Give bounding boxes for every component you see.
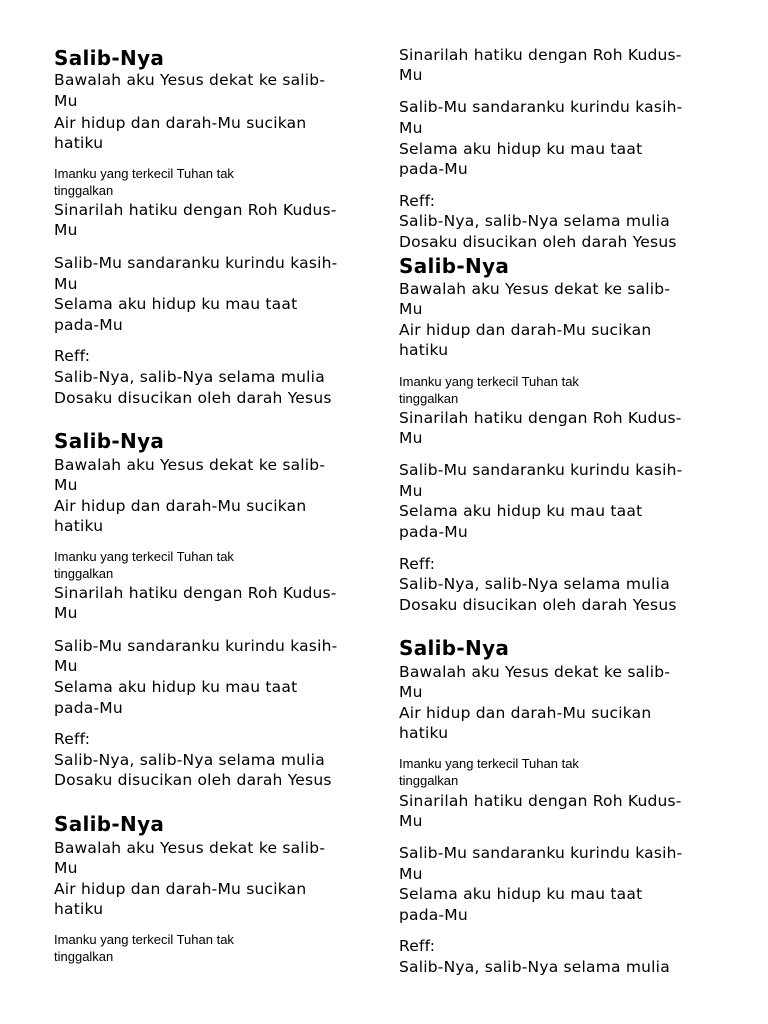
lyric-small-line: Imanku yang terkecil Tuhan tak [54,932,234,947]
lyric-line: Mu [399,812,423,830]
lyric-line: Mu [399,683,423,701]
lyric-line: Mu [54,859,78,877]
lyric-line: Sinarilah hatiku dengan Roh Kudus- [54,201,337,219]
lyric-small-line: Imanku yang terkecil Tuhan tak [54,166,234,181]
lyric-line: Mu [399,429,423,447]
lyric-small-line: Imanku yang terkecil Tuhan tak [399,756,579,771]
lyric-line: hatiku [399,341,449,359]
reff-line: Salib-Nya, salib-Nya selama mulia [399,958,670,976]
lyric-small-line: tinggalkan [399,391,459,406]
reff-line: Salib-Nya, salib-Nya selama mulia [399,212,670,230]
lyric-line: pada-Mu [54,316,123,334]
lyric-line: Bawalah aku Yesus dekat ke salib- [54,71,326,89]
reff-line: Salib-Nya, salib-Nya selama mulia [54,751,325,769]
lyric-line: Mu [54,275,78,293]
lyric-line: Selama aku hidup ku mau taat [399,885,643,903]
lyric-line: Air hidup dan darah-Mu sucikan [54,114,307,132]
lyric-small-line: tinggalkan [54,949,114,964]
lyric-line: Air hidup dan darah-Mu sucikan [54,880,307,898]
lyric-small-line: Imanku yang terkecil Tuhan tak [399,374,579,389]
lyric-line: Mu [399,300,423,318]
lyric-line: Bawalah aku Yesus dekat ke salib- [399,280,671,298]
lyric-line: Mu [399,119,423,137]
lyric-line: Mu [399,865,423,883]
lyric-line: hatiku [399,724,449,742]
lyric-line: Mu [399,66,423,84]
lyric-line: Sinarilah hatiku dengan Roh Kudus- [399,409,682,427]
reff-line: Salib-Nya, salib-Nya selama mulia [54,368,325,386]
lyric-line: hatiku [54,900,104,918]
song-title: Salib-Nya [399,254,510,278]
lyric-line: Selama aku hidup ku mau taat [54,678,298,696]
lyric-line: hatiku [54,517,104,535]
lyric-line: pada-Mu [54,699,123,717]
lyric-line: pada-Mu [399,523,468,541]
lyric-line: Sinarilah hatiku dengan Roh Kudus- [399,792,682,810]
lyric-line: Bawalah aku Yesus dekat ke salib- [54,456,326,474]
lyric-small-line: tinggalkan [399,773,459,788]
lyric-line: Air hidup dan darah-Mu sucikan [54,497,307,515]
reff-label: Reff: [399,555,436,573]
lyric-line: Salib-Mu sandaranku kurindu kasih- [399,98,683,116]
lyric-line: Mu [399,482,423,500]
lyric-small-line: Imanku yang terkecil Tuhan tak [54,549,234,564]
lyric-line: Sinarilah hatiku dengan Roh Kudus- [54,584,337,602]
lyric-line: Mu [54,657,78,675]
lyric-line: Salib-Mu sandaranku kurindu kasih- [399,461,683,479]
lyric-line: Sinarilah hatiku dengan Roh Kudus- [399,46,682,64]
lyric-line: hatiku [54,134,104,152]
reff-line: Salib-Nya, salib-Nya selama mulia [399,575,670,593]
lyric-line: Selama aku hidup ku mau taat [54,295,298,313]
lyric-small-line: tinggalkan [54,566,114,581]
lyric-line: Salib-Mu sandaranku kurindu kasih- [54,637,338,655]
reff-label: Reff: [54,730,91,748]
lyric-line: Salib-Mu sandaranku kurindu kasih- [399,844,683,862]
lyric-line: Mu [54,476,78,494]
reff-line: Dosaku disucikan oleh darah Yesus [399,596,677,614]
song-title: Salib-Nya [54,429,165,453]
song-title: Salib-Nya [399,636,510,660]
lyric-line: Air hidup dan darah-Mu sucikan [399,704,652,722]
lyric-line: Selama aku hidup ku mau taat [399,502,643,520]
lyric-line: Mu [54,221,78,239]
reff-label: Reff: [54,347,91,365]
lyric-line: Mu [54,604,78,622]
song-title: Salib-Nya [54,812,165,836]
reff-label: Reff: [399,937,436,955]
reff-line: Dosaku disucikan oleh darah Yesus [54,389,332,407]
lyric-line: Air hidup dan darah-Mu sucikan [399,321,652,339]
lyric-line: Mu [54,92,78,110]
lyric-small-line: tinggalkan [54,183,114,198]
song-title: Salib-Nya [54,46,165,70]
reff-label: Reff: [399,192,436,210]
lyric-line: Selama aku hidup ku mau taat [399,140,643,158]
reff-line: Dosaku disucikan oleh darah Yesus [399,233,677,251]
lyric-line: Salib-Mu sandaranku kurindu kasih- [54,254,338,272]
reff-line: Dosaku disucikan oleh darah Yesus [54,771,332,789]
lyric-line: pada-Mu [399,160,468,178]
lyric-line: Bawalah aku Yesus dekat ke salib- [54,839,326,857]
lyric-line: Bawalah aku Yesus dekat ke salib- [399,663,671,681]
lyric-line: pada-Mu [399,906,468,924]
